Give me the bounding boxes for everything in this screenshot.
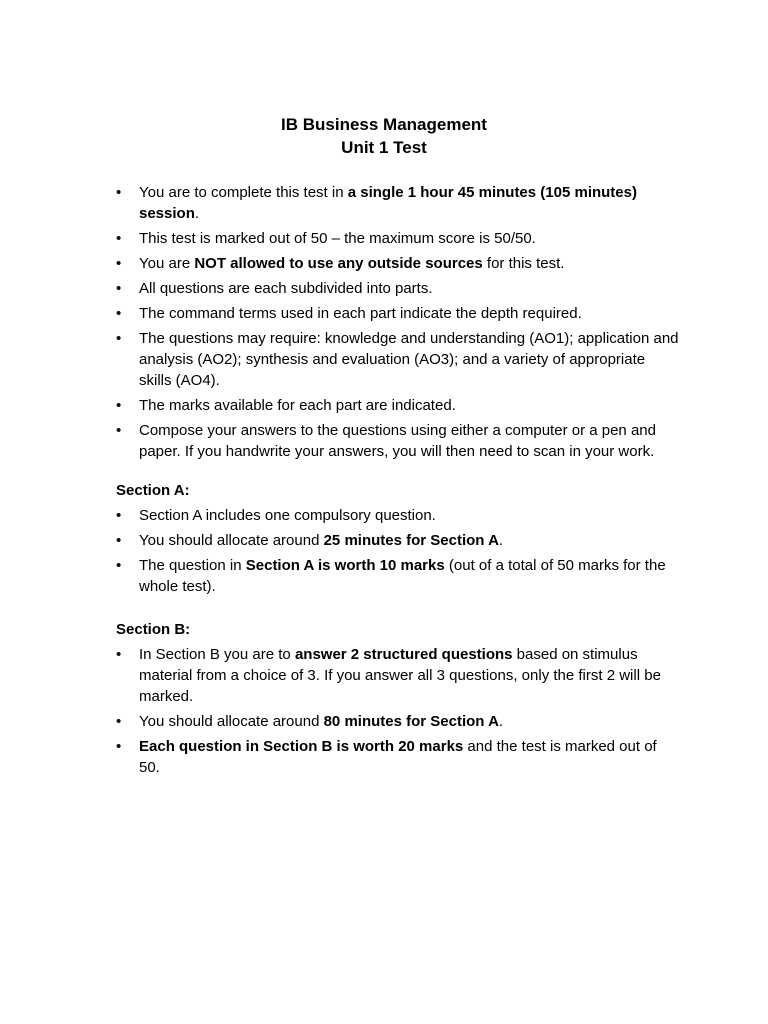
list-item: • In Section B you are to answer 2 structured questions based on stimulus material from a choice of 3. If you answer all 3 questions, only the first 2 will be marked. [116, 644, 681, 707]
list-item: • The questions may require: knowledge and understanding (AO1); application and analysis (AO2); synthesis and evaluation (AO3); and a variety of appropriate skills (AO4). [116, 328, 681, 391]
list-item: • The question in Section A is worth 10 marks (out of a total of 50 marks for the whole test). [116, 555, 681, 597]
document-subtitle: Unit 1 Test [341, 138, 427, 157]
list-item: • You are NOT allowed to use any outside sources for this test. [116, 253, 681, 274]
list-item: • You should allocate around 25 minutes for Section A. [116, 530, 681, 551]
list-item: • All questions are each subdivided into parts. [116, 278, 681, 299]
section-a-list [116, 505, 681, 597]
section-b-list [116, 644, 681, 778]
section-b-heading: Section B: [116, 621, 191, 638]
title-block [0, 113, 768, 159]
list-item: • You are to complete this test in a single 1 hour 45 minutes (105 minutes) session. [116, 182, 681, 224]
list-item: • Compose your answers to the questions using either a computer or a pen and paper. If you handwrite your answers, you will then need to scan in your work. [116, 420, 681, 462]
list-item: • Each question in Section B is worth 20 marks and the test is marked out of 50. [116, 736, 681, 778]
general-instructions-list [116, 182, 681, 462]
list-item: • Section A includes one compulsory question. [116, 505, 681, 526]
list-item: • You should allocate around 80 minutes for Section A. [116, 711, 681, 732]
list-item: • This test is marked out of 50 – the maximum score is 50/50. [116, 228, 681, 249]
document-title: IB Business Management [281, 115, 487, 134]
list-item: • The command terms used in each part indicate the depth required. [116, 303, 681, 324]
list-item: • The marks available for each part are indicated. [116, 395, 681, 416]
section-a-heading: Section A: [116, 482, 190, 499]
instructions-content [116, 182, 681, 782]
